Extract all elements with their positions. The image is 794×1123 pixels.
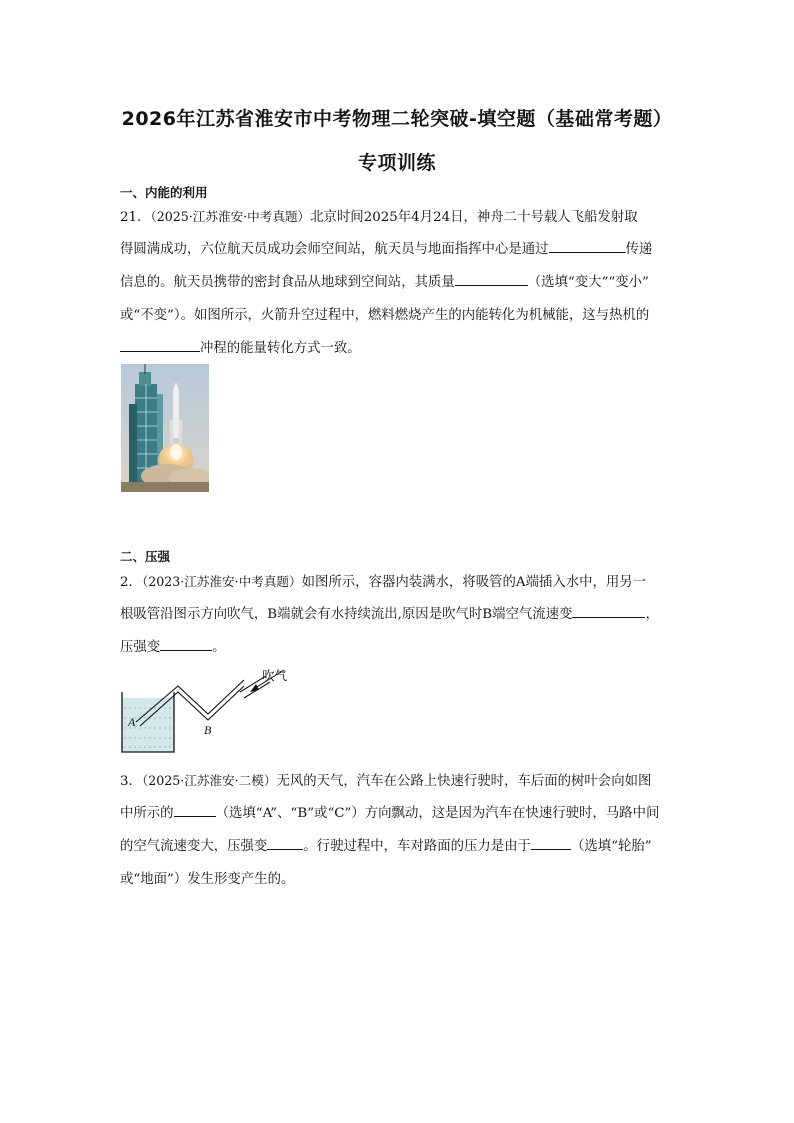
question-text: ， [645,607,659,622]
question-text: 得圆满成功，六位航天员成功会师空间站，航天员与地面指挥中心是通过 [120,242,549,257]
question-text: 无风的天气，汽车在公路上快速行驶时，车后面的树叶会向如图 [276,774,652,789]
question-number: 21． [120,210,151,225]
question-text: 中所示的 [120,806,174,821]
question-text: 根吸管沿图示方向吹气，B端就会有水持续流出,原因是吹气时B端空气流速变 [120,607,573,622]
question-3-line-1 [120,764,676,797]
question-text: 。 [212,640,226,655]
answer-blank-3[interactable] [531,834,571,850]
section-heading-internal-energy: 一、内能的利用 [120,185,208,200]
question-text: 或“不变”）。如图所示，火箭升空过程中，燃料燃烧产生的内能转化为机械能，这与热机的 [120,308,650,323]
question-source: （2025·江苏淮安·二模） [141,773,277,788]
section-heading-pressure: 二、压强 [120,549,171,564]
question-text: 或“地面”）发生形变产生的。 [120,872,295,887]
document-title: 2026年江苏省淮安市中考物理二轮突破-填空题（基础常考题） [121,108,673,130]
answer-blank-2[interactable] [267,834,303,850]
question-text: （选填“轮胎” [570,839,652,854]
answer-blank-2[interactable] [160,635,212,651]
question-source: （2023·江苏淮安·中考真题） [141,574,302,589]
question-text: 。行驶过程中，车对路面的压力是由于 [303,839,531,854]
question-21-line-5 [120,332,676,365]
question-2 [120,565,676,664]
question-text: 的空气流速变大，压强变 [120,839,268,854]
question-3-line-4 [120,863,676,896]
question-3 [120,764,676,896]
answer-blank-1[interactable] [174,801,216,817]
question-2-line-2 [120,598,676,631]
document-subtitle: 专项训练 [357,152,436,174]
question-21-line-3 [120,266,676,299]
question-text: 传递 [625,242,653,257]
question-21 [120,200,676,365]
answer-blank-1[interactable] [549,237,626,253]
question-text: （选填“A”、“B”或“C”）方向飘动，这是因为汽车在快速行驶时，马路中间 [215,806,660,821]
rocket-launch-photo [121,364,209,492]
question-21-line-1 [120,200,676,233]
answer-blank-3[interactable] [120,336,200,352]
question-number: 2． [120,575,142,590]
label-b: B [204,723,212,737]
label-a: A [128,715,136,729]
straw-container-diagram [116,664,306,756]
question-21-line-4 [120,299,676,332]
label-blow: 吹气 [262,668,288,683]
question-text: 压强变 [120,640,161,655]
answer-blank-2[interactable] [455,270,528,286]
question-2-line-3 [120,631,676,664]
question-3-line-2 [120,797,676,830]
question-text: （选填“变大”“变小” [527,275,649,290]
question-3-line-3 [120,830,676,863]
question-text: 如图所示，容器内装满水，将吸管的A端插入水中，用另一 [301,575,647,590]
answer-blank-1[interactable] [572,602,645,618]
question-number: 3． [120,774,142,789]
question-text: 北京时间2025年4月24日，神舟二十号载人飞船发射取 [310,210,638,225]
question-text: 信息的。航天员携带的密封食品从地球到空间站，其质量 [120,275,455,290]
question-source: （2025·江苏淮安·中考真题） [150,209,311,224]
question-2-line-1 [120,565,676,598]
question-text: 冲程的能量转化方式一致。 [200,341,361,356]
question-21-line-2 [120,233,676,266]
